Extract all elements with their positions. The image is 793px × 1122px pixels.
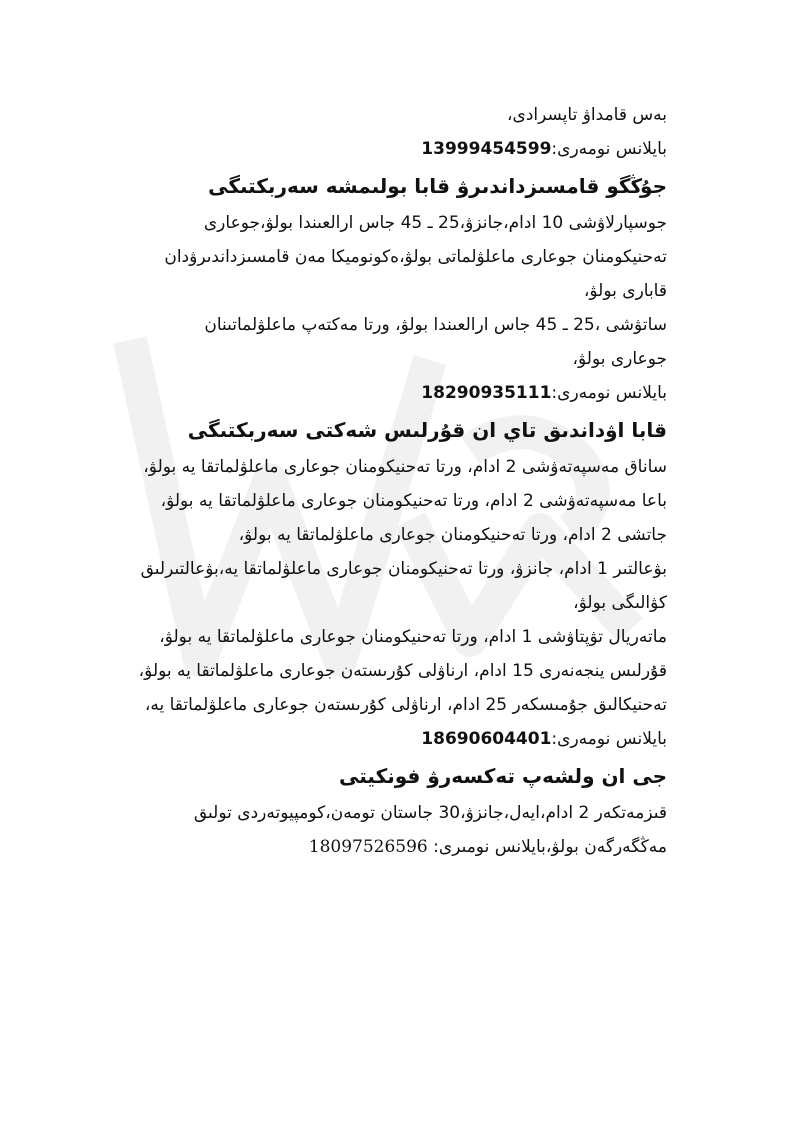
phone-number: 18097526596 bbox=[308, 837, 428, 857]
phone-number: 18690604401 bbox=[421, 729, 552, 749]
section2-line-3: جاتشى 2 ادام، ورتا تەحنيكومنان جوعارى ماعلۋلماتقا يە بولۋ، bbox=[238, 525, 667, 545]
section1-line-2: تەحنيكومنان جوعارى ماعلۋلماتى بولۋ،ەكونوميكا مەن قامسىزداندىرۋدان bbox=[164, 247, 667, 267]
phone-number: 13999454599 bbox=[421, 139, 552, 159]
phone-label: بايلانس نومەرى: bbox=[551, 729, 667, 749]
section1-line-4: ساتۋشى ،25 ـ 45 جاس ارالعىندا بولۋ، ورتا مەكتەپ ماعلۋلماتىنان bbox=[204, 315, 667, 335]
phone-number: 18290935111 bbox=[421, 383, 552, 403]
phone-line-2 bbox=[120, 376, 667, 410]
section2-line-6: ماتەريال تۋپتاۋشى 1 ادام، ورتا تەحنيكومنان جوعارى ماعلۋلماتقا يە بولۋ، bbox=[159, 627, 667, 647]
section3-line-2-text: مەڭگەرگەن بولۋ،بايلانس نومىرى: bbox=[433, 837, 667, 857]
section3-line-2 bbox=[120, 830, 667, 864]
phone-line-3 bbox=[120, 722, 667, 756]
section2-line-1: ساناق مەسپەتەۋشى 2 ادام، ورتا تەحنيكومنان جوعارى ماعلۋلماتقا يە بولۋ، bbox=[143, 457, 667, 477]
document-body bbox=[120, 98, 667, 864]
section2-line-2: باعا مەسپەتەۋشى 2 ادام، ورتا تەحنيكومنان جوعارى ماعلۋلماتقا يە بولۋ، bbox=[160, 491, 667, 511]
section1-line-3: قابارى بولۋ، bbox=[583, 281, 667, 301]
section3-line-1: قىزمەتكەر 2 ادام،ايەل،جانزۋ،30 جاستان تومەن،كومپيوتەردى تولىق bbox=[193, 803, 667, 823]
section1-line-1: جوسپارلاۋشى 10 ادام،جانزۋ،25 ـ 45 جاس ارالعىندا بولۋ،جوعارى bbox=[203, 213, 667, 233]
section1-line-5: جوعارى بولۋ، bbox=[572, 349, 667, 369]
section2-line-7: قۇرلىس ينجەنەرى 15 ادام، ارناۋلى كۇرىستەن جوعارى ماعلۋلماتقا يە بولۋ، bbox=[138, 661, 667, 681]
section-heading-3: جى ان ولشەپ تەكسەرۋ فونكيتى bbox=[339, 764, 667, 788]
phone-label: بايلانس نومەرى: bbox=[551, 139, 667, 159]
section2-line-4: بۋعالتىر 1 ادام، جانزۋ، ورتا تەحنيكومنان جوعارى ماعلۋلماتقا يە،بۋعالتىرلىق bbox=[140, 559, 667, 579]
phone-label: بايلانس نومەرى: bbox=[551, 383, 667, 403]
section2-line-8: تەحنيكالىق جۇمىسكەر 25 ادام، ارناۋلى كۇرىستەن جوعارى ماعلۋلماتقا يە، bbox=[144, 695, 667, 715]
intro-line: بەس قامداۋ تاپسرادى، bbox=[507, 105, 667, 125]
section-heading-2: قابا اۋداندىق تاي ان قۇرلىس شەكتى سەربكتىگى bbox=[187, 418, 667, 442]
section2-line-5: كۋالىگى بولۋ، bbox=[573, 593, 667, 613]
phone-line-1 bbox=[120, 132, 667, 166]
section-heading-1: جۇڭگو قامسىزداندىرۋ قابا بولىمشە سەربكتىگى bbox=[208, 174, 667, 198]
